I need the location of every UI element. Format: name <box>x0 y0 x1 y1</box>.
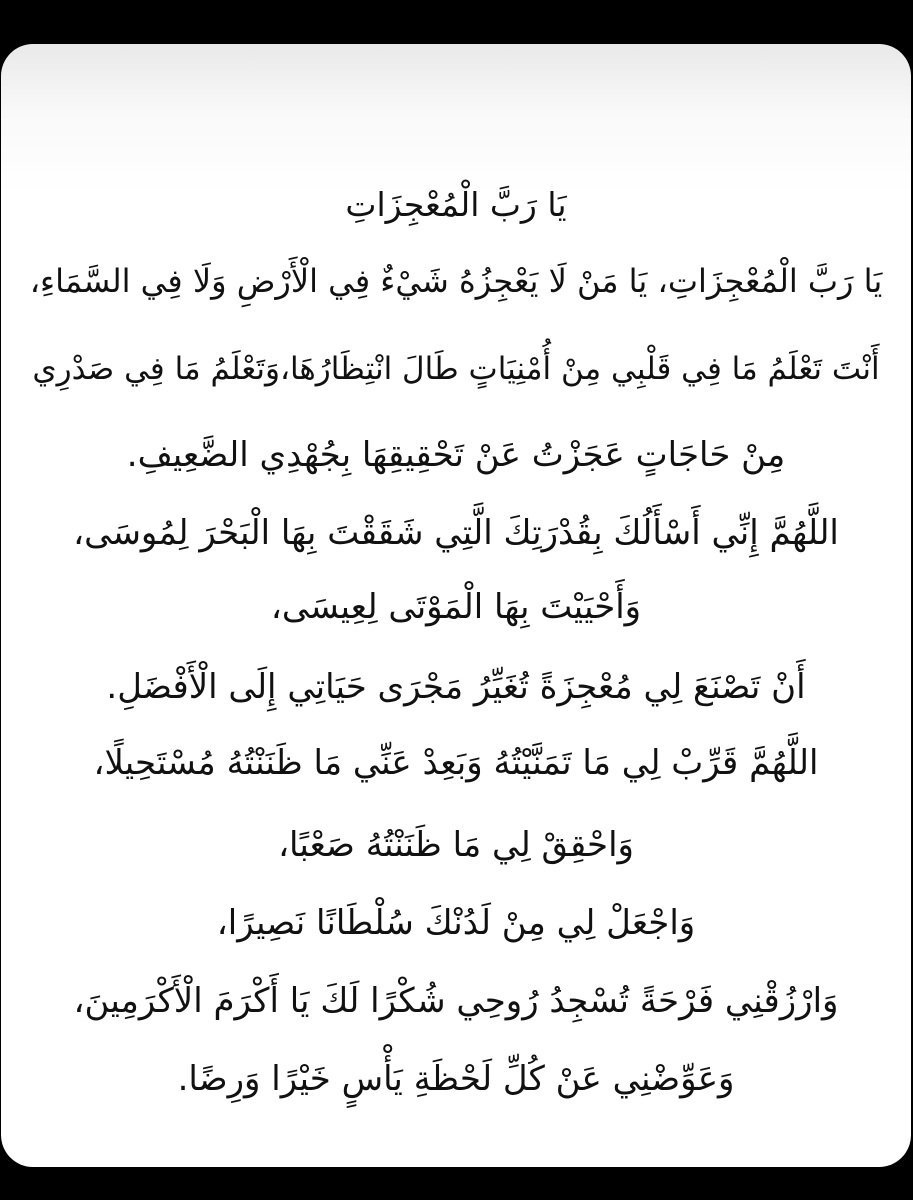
prayer-title: يَا رَبَّ الْمُعْجِزَاتِ <box>345 185 567 224</box>
prayer-line: مِنْ حَاجَاتٍ عَجَزْتُ عَنْ تَحْقِيقِهَا بِجُهْدِي الضَّعِيفِ. <box>126 435 786 475</box>
prayer-line: اللَّهُمَّ إِنِّي أَسْأَلُكَ بِقُدْرَتِكَ الَّتِي شَقَقْتَ بِهَا الْبَحْرَ لِمُوسَى، <box>73 513 839 553</box>
prayer-line: يَا رَبَّ الْمُعْجِزَاتِ، يَا مَنْ لَا يَعْجِزُهُ شَيْءٌ فِي الْأَرْضِ وَلَا فِي السَّمَاءِ، <box>29 262 883 300</box>
prayer-line: وَاحْقِقْ لِي مَا ظَنَنْتُهُ صَعْبًا، <box>278 825 634 865</box>
prayer-text <box>1 44 911 1167</box>
prayer-line: وَاجْعَلْ لِي مِنْ لَدُنْكَ سُلْطَانًا نَصِيرًا، <box>216 903 696 943</box>
prayer-line: أَنْتَ تَعْلَمُ مَا فِي قَلْبِي مِنْ أُمْنِيَاتٍ طَالَ انْتِظَارُهَا،وَتَعْلَمُ مَا فِي صَدْرِي <box>32 351 880 387</box>
prayer-line: اللَّهُمَّ قَرِّبْ لِي مَا تَمَنَّيْتُهُ وَبَعِدْ عَنِّي مَا ظَنَنْتُهُ مُسْتَحِيلًا، <box>93 743 819 783</box>
prayer-line: وَارْزُقْنِي فَرْحَةً تُسْجِدُ رُوحِي شُكْرًا لَكَ يَا أَكْرَمَ الْأَكْرَمِينَ، <box>73 981 839 1021</box>
prayer-line: أَنْ تَصْنَعَ لِي مُعْجِزَةً تُغَيِّرُ مَجْرَى حَيَاتِي إِلَى الْأَفْضَلِ. <box>106 667 806 707</box>
prayer-line: وَعَوِّضْنِي عَنْ كُلِّ لَحْظَةِ يَأْسٍ خَيْرًا وَرِضًا. <box>177 1059 735 1099</box>
text-card <box>1 44 911 1167</box>
prayer-line: وَأَحْيَيْتَ بِهَا الْمَوْتَى لِعِيسَى، <box>270 587 642 627</box>
